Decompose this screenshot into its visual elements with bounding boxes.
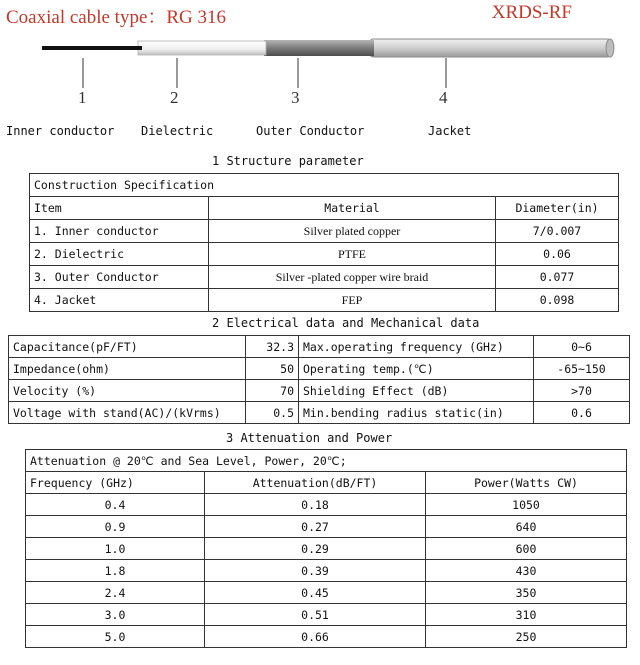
part-label-1: Inner conductor [6,124,115,138]
part-number-2: 2 [170,88,179,107]
table-row [9,358,630,380]
table-cell: 70 [246,380,299,402]
table-row [30,220,619,243]
table-row [26,516,627,538]
part-label-2: Dielectric [141,124,214,138]
table-cell: 1. Inner conductor [30,220,209,243]
table-cell: FEP [209,289,496,312]
table-caption-row [30,174,619,197]
structure-table [29,173,619,312]
table-cell: Silver plated copper [209,220,496,243]
column-header: Material [209,197,496,220]
table-cell: 2.4 [26,582,205,604]
table-row [26,626,627,648]
section3-title: 3 Attenuation and Power [226,431,393,445]
table-cell: Silver -plated copper wire braid [209,266,496,289]
table-cell: 0.29 [205,538,426,560]
table-row [26,582,627,604]
cable-outer-braid [264,40,374,56]
table-cell: 430 [426,560,627,582]
brand-name: XRDS-RF [491,2,572,23]
table-cell: 7/0.007 [496,220,619,243]
table-row [26,604,627,626]
table-row [26,538,627,560]
document-title: Coaxial cable type：RG 316 [6,7,227,28]
table-cell: Impedance(ohm) [9,358,246,380]
table-cell: 1.0 [26,538,205,560]
table-row [9,402,630,424]
cable-inner-conductor [42,46,142,50]
cable-jacket-end [606,39,614,57]
column-header: Frequency (GHz) [26,472,205,494]
table-cell: 0~6 [534,336,630,358]
table-row [9,336,630,358]
table-cell: 0.4 [26,494,205,516]
section1-title: 1 Structure parameter [212,154,364,168]
table-cell: Voltage with stand(AC)/(kVrms) [9,402,246,424]
table-cell: Operating temp.(℃) [299,358,534,380]
table-row [30,289,619,312]
table-cell: 0.9 [26,516,205,538]
table-cell: 0.27 [205,516,426,538]
table-header-row [30,197,619,220]
table-row [30,243,619,266]
column-header: Attenuation(dB/FT) [205,472,426,494]
column-header: Power(Watts CW) [426,472,627,494]
table-caption: Attenuation @ 20℃ and Sea Level, Power, 20℃; [26,450,627,472]
part-number-1: 1 [78,88,87,107]
table-caption-row [26,450,627,472]
table-row [26,494,627,516]
table-row [26,560,627,582]
table-cell: 250 [426,626,627,648]
table-cell: 32.3 [246,336,299,358]
table-cell: 0.18 [205,494,426,516]
table-caption: Construction Specification [30,174,619,197]
table-cell: 0.06 [496,243,619,266]
table-cell: 640 [426,516,627,538]
table-cell: 310 [426,604,627,626]
table-cell: PTFE [209,243,496,266]
table-cell: Velocity (%) [9,380,246,402]
attenuation-table [25,449,627,648]
table-cell: 3. Outer Conductor [30,266,209,289]
table-cell: Min.bending radius static(in) [299,402,534,424]
table-cell: 1.8 [26,560,205,582]
table-cell: Shielding Effect (dB) [299,380,534,402]
table-cell: 0.66 [205,626,426,648]
table-cell: 4. Jacket [30,289,209,312]
table-cell: 0.5 [246,402,299,424]
table-cell: 0.51 [205,604,426,626]
table-cell: >70 [534,380,630,402]
cable-dielectric [138,41,266,55]
table-cell: 0.6 [534,402,630,424]
table-header-row [26,472,627,494]
table-cell: 600 [426,538,627,560]
table-row [30,266,619,289]
part-number-4: 4 [439,88,448,107]
table-cell: 0.39 [205,560,426,582]
table-cell: Capacitance(pF/FT) [9,336,246,358]
table-cell: 50 [246,358,299,380]
column-header: Diameter(in) [496,197,619,220]
column-header: Item [30,197,209,220]
section2-title: 2 Electrical data and Mechanical data [212,316,480,330]
table-cell: 0.077 [496,266,619,289]
table-cell: 3.0 [26,604,205,626]
table-cell: Max.operating frequency (GHz) [299,336,534,358]
part-number-3: 3 [291,88,300,107]
table-cell: 0.098 [496,289,619,312]
table-cell: 1050 [426,494,627,516]
table-cell: 5.0 [26,626,205,648]
electrical-table [8,335,630,424]
part-label-3: Outer Conductor [256,124,365,138]
table-cell: 0.45 [205,582,426,604]
table-cell: 2. Dielectric [30,243,209,266]
table-row [9,380,630,402]
table-cell: 350 [426,582,627,604]
table-cell: -65~150 [534,358,630,380]
part-label-4: Jacket [428,124,472,138]
cable-jacket [370,39,610,57]
